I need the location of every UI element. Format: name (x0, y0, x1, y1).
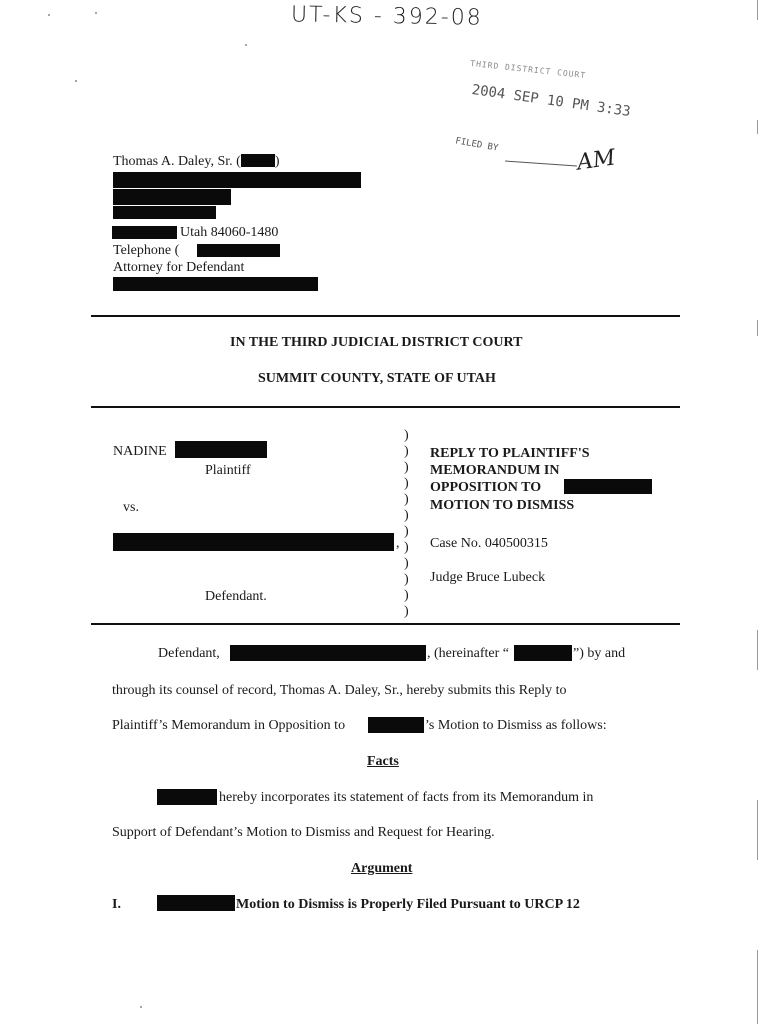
redacted-motion-party (368, 717, 424, 733)
scan-edge-mark (757, 630, 758, 670)
attorney-name-text: Thomas A. Daley, Sr. ( (113, 154, 241, 169)
redacted-point-party (157, 895, 235, 911)
stamp-filed-by: FILED BY (454, 136, 499, 154)
court-name: IN THE THIRD JUDICIAL DISTRICT COURT (230, 335, 523, 350)
scan-edge-mark (757, 950, 758, 1024)
redacted-facts-party (157, 789, 217, 805)
intro-hereinafter: , (hereinafter “ (427, 646, 509, 661)
redacted-suite (113, 206, 216, 219)
court-county: SUMMIT COUNTY, STATE OF UTAH (258, 371, 496, 386)
scan-edge-mark (757, 0, 758, 20)
redacted-firm-name (113, 172, 361, 188)
stamp-initials: AM (575, 145, 617, 176)
intro-line-3b: ’s Motion to Dismiss as follows: (425, 718, 607, 733)
scan-speck (95, 12, 97, 14)
case-number: Case No. 040500315 (430, 536, 548, 551)
facts-heading: Facts (367, 754, 399, 769)
redacted-email (113, 277, 318, 291)
caption-paren-column: ) ) ) ) ) ) ) ) ) ) ) ) (404, 428, 409, 619)
defendant-trailing-comma: , (396, 536, 400, 551)
versus: vs. (123, 500, 139, 515)
caption-rule-top (91, 406, 680, 408)
redacted-defendant-name (113, 533, 394, 551)
caption-rule-bottom (91, 623, 680, 625)
heading-rule-top (91, 315, 680, 317)
attorney-telephone: Telephone ( (113, 243, 180, 258)
scan-speck (140, 1006, 142, 1008)
filing-stamp (454, 58, 635, 190)
redacted-bar-number (241, 154, 275, 167)
stamp-court-line: THIRD DISTRICT COURT (469, 58, 587, 81)
plaintiff-role: Plaintiff (205, 463, 251, 478)
scan-edge-mark (757, 320, 758, 336)
scan-edge-mark (757, 800, 758, 860)
attorney-name (113, 153, 279, 170)
doc-title-line-3: OPPOSITION TO (430, 480, 542, 495)
plaintiff-name: NADINE (113, 444, 167, 459)
attorney-city-zip: Utah 84060-1480 (180, 225, 279, 240)
intro-defendant-label: Defendant, (158, 646, 220, 661)
redacted-plaintiff-surname (175, 441, 267, 458)
defendant-role: Defendant. (205, 589, 267, 604)
judge-name: Judge Bruce Lubeck (430, 570, 546, 585)
redacted-short-name (514, 645, 572, 661)
point-number: I. (112, 897, 121, 912)
scan-edge-mark (757, 120, 758, 134)
stamp-signature-line (505, 160, 577, 166)
attorney-role: Attorney for Defendant (113, 260, 245, 275)
handwritten-case-id: UT-KS - 392-08 (290, 2, 483, 31)
redacted-street-address (113, 189, 231, 205)
doc-title-line-4: MOTION TO DISMISS (430, 498, 575, 513)
scan-speck (48, 14, 50, 16)
stamp-date-time: 2004 SEP 10 PM 3:33 (470, 81, 632, 121)
argument-heading: Argument (351, 861, 413, 876)
scan-speck (75, 80, 77, 82)
scan-speck (245, 44, 247, 46)
redacted-title-party (564, 479, 652, 494)
point-heading: Motion to Dismiss is Properly Filed Pursuant to URCP 12 (236, 897, 580, 912)
doc-title-line-1: REPLY TO PLAINTIFF'S (430, 446, 590, 461)
redacted-intro-defendant (230, 645, 426, 661)
facts-line-2: Support of Defendant’s Motion to Dismiss and Request for Hearing. (112, 825, 495, 840)
intro-line-2: through its counsel of record, Thomas A. Daley, Sr., hereby submits this Reply to (112, 683, 567, 698)
facts-line-1: hereby incorporates its statement of facts from its Memorandum in (219, 790, 594, 805)
doc-title-line-2: MEMORANDUM IN (430, 463, 560, 478)
intro-line-3a: Plaintiff’s Memorandum in Opposition to (112, 718, 346, 733)
intro-by-and: ”) by and (573, 646, 626, 661)
redacted-city (112, 226, 177, 239)
attorney-name-close: ) (274, 154, 280, 169)
redacted-telephone (197, 244, 280, 257)
